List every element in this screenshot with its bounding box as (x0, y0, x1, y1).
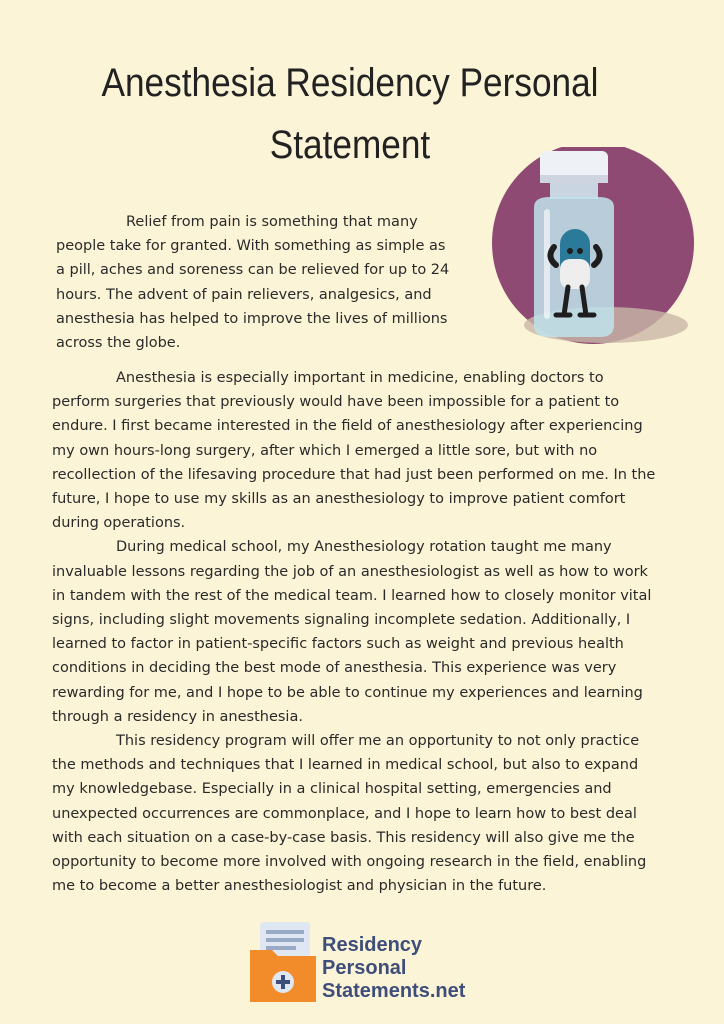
statement-body (52, 366, 664, 898)
medicine-jar-illustration (484, 147, 696, 355)
body-paragraph: Anesthesia is especially important in medicine, enabling doctors to perform surgeries that previously would have been impossible for a patient to endure. I first became interested in the field of anesthesiology after experiencing my own hours-long surgery, after which I emerged a little sore, but with no recollection of the lifesaving procedure that had just been performed on me. In the future, I hope to use my skills as an anesthesiology to improve patient comfort during operations. (52, 370, 656, 532)
title-line-1: Anesthesia Residency Personal (101, 61, 599, 105)
intro-paragraph: Relief from pain is something that many people take for granted. With something as simple as a pill, aches and soreness can be relieved for up to 24 hours. The advent of pain relievers, analgesics, and anesthesia has helped to improve the lives of millions across the globe. (56, 214, 450, 352)
body-paragraph: This residency program will offer me an opportunity to not only practice the methods and techniques that I learned in medical school, but also to expand my knowledgebase. Especially in a clinical hospital setting, emergencies and unexpected occurrences are commonplace, and I hope to learn how to best deal with each situation on a case-by-case basis. This residency will also give me the opportunity to become more involved with ongoing research in the field, enabling me to become a better anesthesiologist and physician in the future. (52, 733, 647, 895)
logo-text (322, 934, 465, 1003)
folder-document-icon (248, 920, 318, 1004)
jar-neck (550, 183, 598, 199)
title-line-2: Statement (269, 123, 431, 167)
body-paragraph: During medical school, my Anesthesiology rotation taught me many invaluable lessons regarding the job of an anesthesiologist as well as how to work in tandem with the rest of the medical team. I learned how to closely monitor vital signs, including slight movements signaling incomplete sedation. Additionally, I learned to factor in patient-specific factors such as weight and previous health conditions in deciding the best mode of anesthesia. This experience was very rewarding for me, and I hope to be able to continue my experiences and learning through a residency in anesthesia. (52, 539, 652, 725)
logo-line-3: Statements.net (322, 980, 466, 1002)
logo-line-2: Personal (322, 957, 407, 979)
logo-line-1: Residency (322, 934, 423, 956)
site-logo[interactable] (248, 920, 508, 1006)
